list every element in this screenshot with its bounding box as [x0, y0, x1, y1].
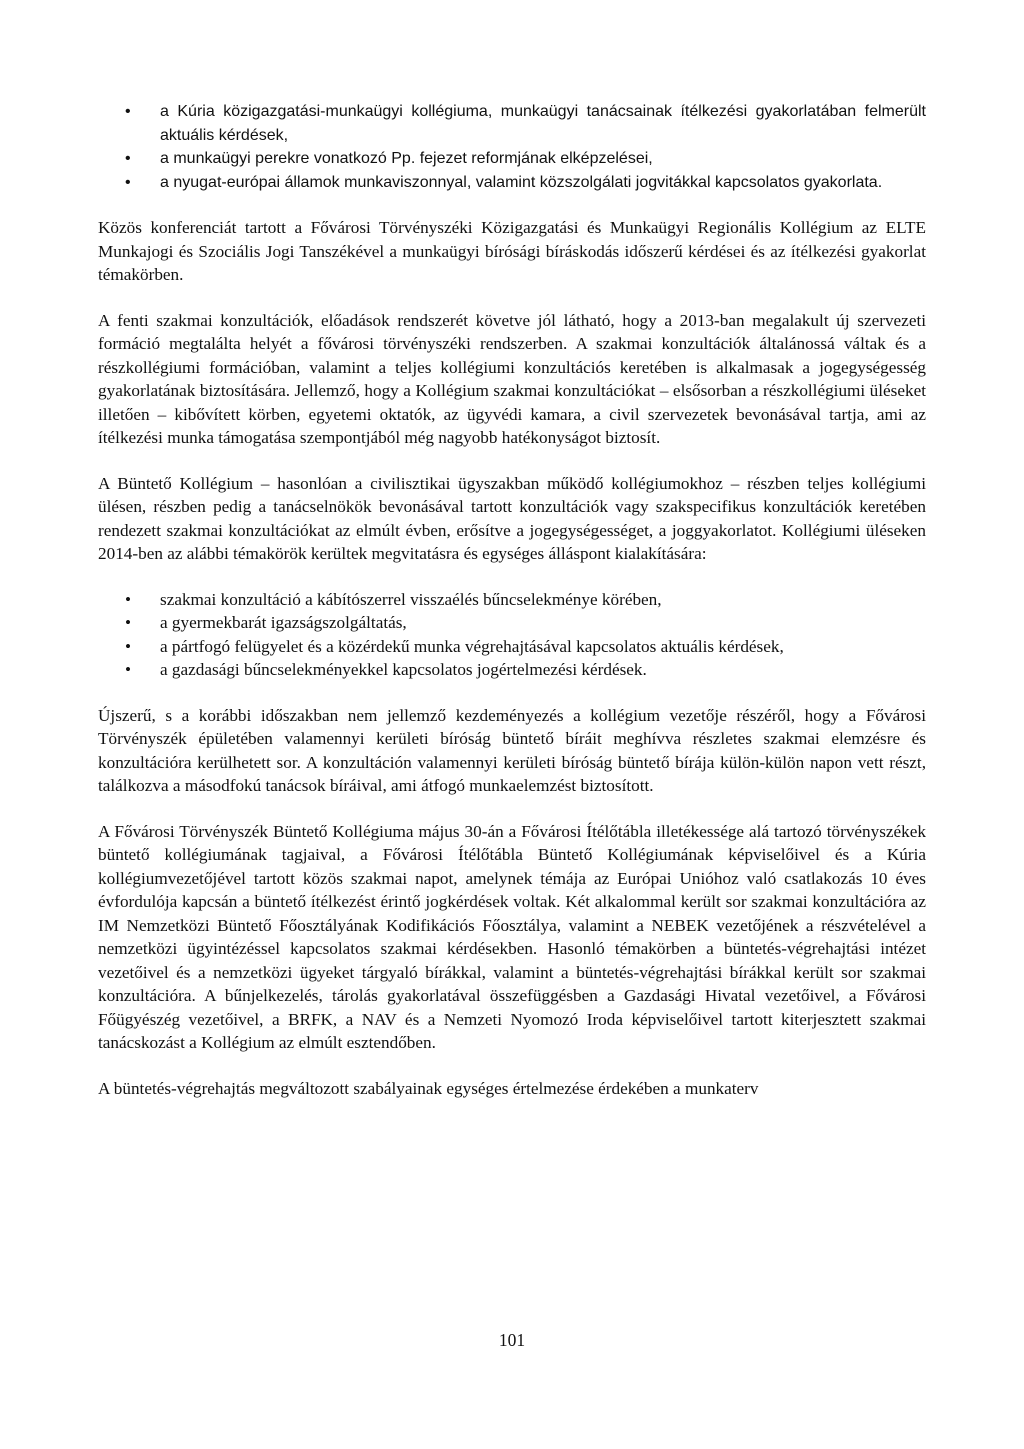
bullet-icon: •	[125, 589, 132, 609]
bullet-icon: •	[125, 103, 131, 120]
bullet-icon: •	[125, 150, 131, 167]
list-item-text: a gazdasági bűncselekményekkel kapcsolatos jogértelmezési kérdések.	[160, 660, 647, 679]
list-item	[98, 635, 926, 659]
paragraph-professional-day: A Fővárosi Törvényszék Büntető Kollégiuma május 30-án a Fővárosi Ítélőtábla illetékessége alá tartozó törvényszékek büntető kollégiumának tagjaival, a Fővárosi Ítélőtábla Büntető Kollégiumának képviselőivel és a Kúria kollégiumvezetőjével tartott közös szakmai napot, amelynek témája az Európai Unióhoz való csatlakozás 10 éves évfordulója kapcsán a büntető ítélkezést érintő jogkérdések voltak. Két alkalommal került sor szakmai konzultációra az IM Nemzetközi Büntető Főosztályának Kodifikációs Főosztálya, valamint a NEBEK vezetőjének a részvételével a nemzetközi ügyintézéssel kapcsolatos szakmai kérdésekben. Hasonló témakörben a büntetés-végrehajtási intézet vezetőivel és a nemzetközi ügyeket tárgyaló bírákkal, valamint a büntetés-végrehajtási bírákkal került sor szakmai konzultációra. A bűnjelkezelés, tárolás gyakorlatával összefüggésben a Gazdasági Hivatal vezetőivel, a Fővárosi Főügyészég vezetőivel, a BRFK, a NAV és a Nemzeti Nyomozó Iroda képviselőivel tartott kiterjesztett szakmai tanácskozást a Kollégium az elmúlt esztendőben.	[98, 821, 926, 1052]
bullet-icon: •	[125, 660, 132, 679]
paragraph-consultations: A fenti szakmai konzultációk, előadások rendszerét követve jól látható, hogy a 2013-ban megalakult új szervezeti formáció megtalálta helyét a fővárosi törvényszéki rendszerben. A szakmai konzultációk általánossá váltak és a részkollégiumi formációban, valamint a teljes kollégiumi konzultációs keretében is alkalmasak a jogegységesség gyakorlatának biztosítására. Jellemző, hogy a Kollégium szakmai konzultációkat – elsősorban a részkollégiumi üléseket illetően – kibővített körben, egyetemi oktatók, az ügyvédi kamara, a civil szervezetek bevonásával tartja, ami az ítélkezési munka támogatása szempontjából még nagyobb hatékonyságot biztosít.	[98, 310, 926, 447]
list-item	[98, 611, 926, 635]
top-bullet-list	[98, 100, 926, 194]
list-item	[98, 171, 926, 195]
criminal-topics-list	[98, 588, 926, 682]
list-item-text: a gyermekbarát igazságszolgáltatás,	[160, 613, 407, 632]
paragraph-new-initiative: Újszerű, s a korábbi időszakban nem jellemző kezdeményezés a kollégium vezetője részéről, hogy a Fővárosi Törvényszék épületében valamennyi kerületi bíróság büntető bíráit meghívva részletes szakmai elemzésre és konzultációra kerülhetett sor. A konzultáción valamennyi kerületi bíróság büntető bírája külön-külön napon vett részt, találkozva a másodfokú tanácsok bíráival, ami átfogó munkaelemzést biztosított.	[98, 705, 926, 795]
page-number: 101	[498, 1330, 526, 1350]
list-item	[98, 100, 926, 147]
list-item-text: szakmai konzultáció a kábítószerrel visszaélés bűncselekménye körében,	[160, 589, 662, 609]
bullet-icon: •	[125, 613, 132, 632]
list-item-text: a munkaügyi perekre vonatkozó Pp. fejezet reformjának elképzelései,	[160, 150, 653, 167]
list-item-text: a pártfogó felügyelet és a közérdekű munka végrehajtásával kapcsolatos aktuális kérdések,	[160, 636, 784, 656]
paragraph-joint-conference: Közös konferenciát tartott a Fővárosi Törvényszéki Közigazgatási és Munkaügyi Regionális Kollégium az ELTE Munkajogi és Szociális Jogi Tanszékével a munkaügyi bírósági bíráskodás időszerű kérdései és az ítélkezési gyakorlat témakörben.	[98, 218, 926, 284]
list-item	[98, 658, 926, 682]
list-item	[98, 588, 926, 612]
bullet-icon: •	[125, 173, 131, 191]
list-item	[98, 147, 926, 171]
paragraph-criminal-college: A Büntető Kollégium – hasonlóan a civilisztikai ügyszakban működő kollégiumokhoz – részben teljes kollégiumi ülésen, részben pedig a tanácselnökök bevonásával tartott konzultációk vagy szakspecifikus konzultációk keretében rendezett szakmai konzultációkat az elmúlt évben, erősítve a jogegységességet, a joggyakorlatot. Kollégiumi üléseken 2014-ben az alábbi témakörök kerültek megvitatásra és egységes álláspont kialakítására:	[98, 473, 926, 563]
list-item-text: a Kúria közigazgatási-munkaügyi kollégiuma, munkaügyi tanácsainak ítélkezési gyakorlatában felmerült aktuális kérdések,	[160, 103, 926, 144]
page-body	[98, 100, 926, 1122]
bullet-icon: •	[125, 636, 132, 656]
list-item-text: a nyugat-európai államok munkaviszonnyal, valamint közszolgálati jogvitákkal kapcsolatos gyakorlata.	[160, 173, 883, 191]
paragraph-penal-execution: A büntetés-végrehajtás megváltozott szabályainak egységes értelmezése érdekében a munkaterv	[98, 1078, 759, 1098]
